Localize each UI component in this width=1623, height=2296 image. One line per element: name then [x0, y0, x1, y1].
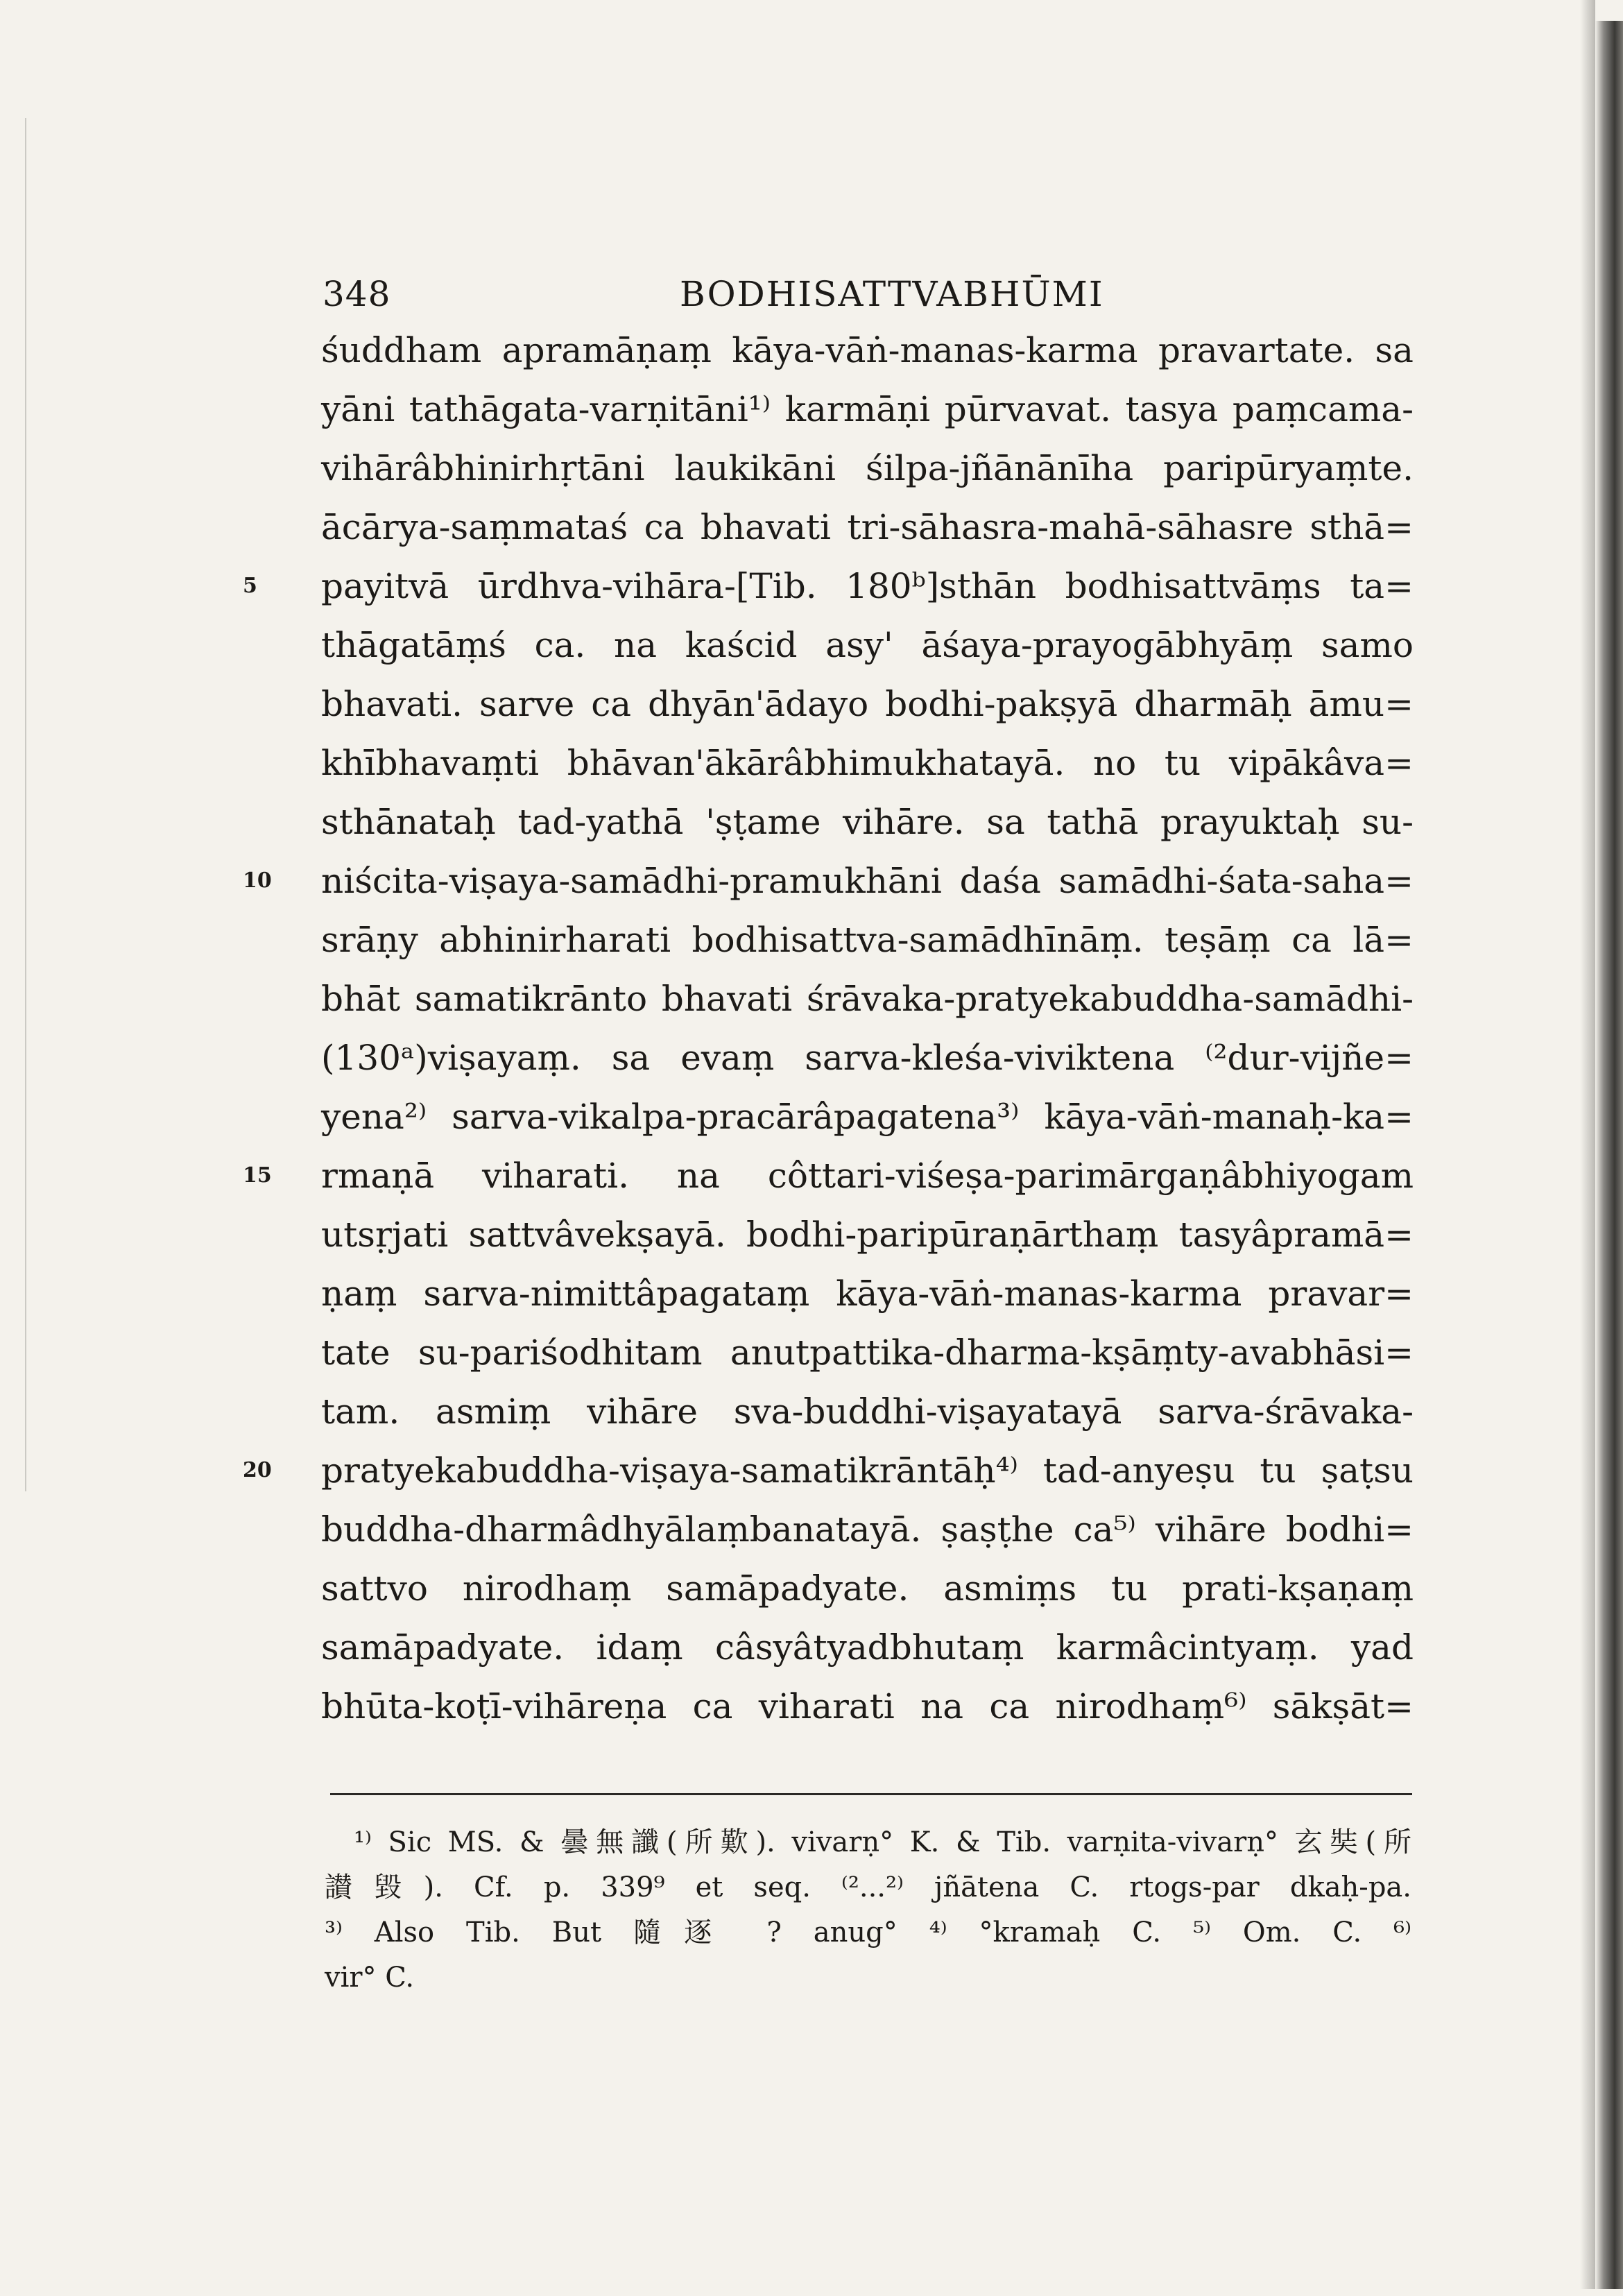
text-line: tate su-pariśodhitam anutpattika-dharma-kṣāṃty-avabhāsi=: [321, 1333, 1414, 1373]
left-margin-mark: [25, 118, 26, 1491]
line-number: 20: [243, 1458, 272, 1482]
text-line: khībhavaṃti bhāvan'ākārâbhimukhatayā. no tu vipākâva=: [321, 743, 1414, 783]
line-number: 5: [243, 574, 257, 598]
running-head: BODHISATTVABHŪMI: [680, 274, 1104, 314]
text-line: bhavati. sarve ca dhyān'ādayo bodhi-pakṣyā dharmāḥ āmu=: [321, 684, 1414, 724]
text-line: niścita-viṣaya-samādhi-pramukhāni daśa samādhi-śata-saha=: [321, 861, 1414, 901]
footnote-line: vir° C.: [325, 1962, 415, 1994]
text-line: bhāt samatikrānto bhavati śrāvaka-pratyekabuddha-samādhi-: [321, 979, 1414, 1019]
text-line: samāpadyate. idaṃ câsyâtyadbhutaṃ karmâcintyaṃ. yad: [321, 1627, 1414, 1668]
text-line: yena²⁾ sarva-vikalpa-pracārâpagatena³⁾ kāya-vāṅ-manaḥ-ka=: [321, 1097, 1414, 1137]
line-number: 10: [243, 868, 272, 893]
page-number: 348: [323, 274, 391, 314]
text-line: sattvo nirodhaṃ samāpadyate. asmiṃs tu prati-kṣaṇaṃ: [321, 1568, 1414, 1609]
line-number: 15: [243, 1163, 272, 1188]
text-line: payitvā ūrdhva-vihāra-[Tib. 180ᵇ]sthān bodhisattvāṃs ta=: [321, 566, 1414, 606]
book-spine-edge: [1595, 21, 1623, 2289]
text-line: ācārya-saṃmataś ca bhavati tri-sāhasra-mahā-sāhasre sthā=: [321, 507, 1414, 547]
text-line: yāni tathāgata-varṇitāni¹⁾ karmāṇi pūrvavat. tasya paṃcama-: [321, 389, 1414, 429]
text-line: utsṛjati sattvâvekṣayā. bodhi-paripūraṇārthaṃ tasyâpramā=: [321, 1215, 1414, 1255]
text-line: śuddham apramāṇaṃ kāya-vāṅ-manas-karma pravartate. sa: [321, 330, 1414, 370]
footnote-rule: [330, 1793, 1412, 1795]
page-edge-shadow: [1580, 0, 1595, 2289]
text-line: bhūta-koṭī-vihāreṇa ca viharati na ca nirodhaṃ⁶⁾ sākṣāt=: [321, 1686, 1414, 1727]
text-line: rmaṇā viharati. na côttari-viśeṣa-parimārgaṇâbhiyogam: [321, 1156, 1414, 1196]
text-line: vihārâbhinirhṛtāni laukikāni śilpa-jñānānīha paripūryaṃte.: [321, 448, 1414, 488]
text-line: sthānataḥ tad-yathā 'ṣṭame vihāre. sa tathā prayuktaḥ su-: [321, 802, 1414, 842]
text-line: tam. asmiṃ vihāre sva-buddhi-viṣayatayā sarva-śrāvaka-: [321, 1391, 1414, 1432]
footnote-line: ³⁾ Also Tib. But 隨逐 ? anug° ⁴⁾ °kramaḥ C. ⁵⁾ Om. C. ⁶⁾: [325, 1917, 1411, 1948]
text-line: ṇaṃ sarva-nimittâpagataṃ kāya-vāṅ-manas-karma pravar=: [321, 1274, 1414, 1314]
text-line: srāṇy abhinirharati bodhisattva-samādhīnāṃ. teṣāṃ ca lā=: [321, 920, 1414, 960]
footnote-line: ¹⁾ Sic MS. & 曇無讖(所歎). vivarṇ° K. & Tib. varṇita-vivarṇ° 玄奘(所: [354, 1826, 1411, 1858]
text-line: (130ᵃ)viṣayaṃ. sa evaṃ sarva-kleśa-viviktena ⁽²dur-vijñe=: [321, 1038, 1414, 1078]
text-line: thāgatāṃś ca. na kaścid asy' āśaya-prayogābhyāṃ samo: [321, 625, 1414, 665]
text-line: pratyekabuddha-viṣaya-samatikrāntāḥ⁴⁾ tad-anyeṣu tu ṣaṭsu: [321, 1450, 1414, 1491]
footnote-line: 讃毀). Cf. p. 339⁹ et seq. ⁽²...²⁾ jñātena C. rtogs-par dkaḥ-pa.: [325, 1871, 1411, 1903]
text-line: buddha-dharmâdhyālaṃbanatayā. ṣaṣṭhe ca⁵⁾ vihāre bodhi=: [321, 1509, 1414, 1550]
